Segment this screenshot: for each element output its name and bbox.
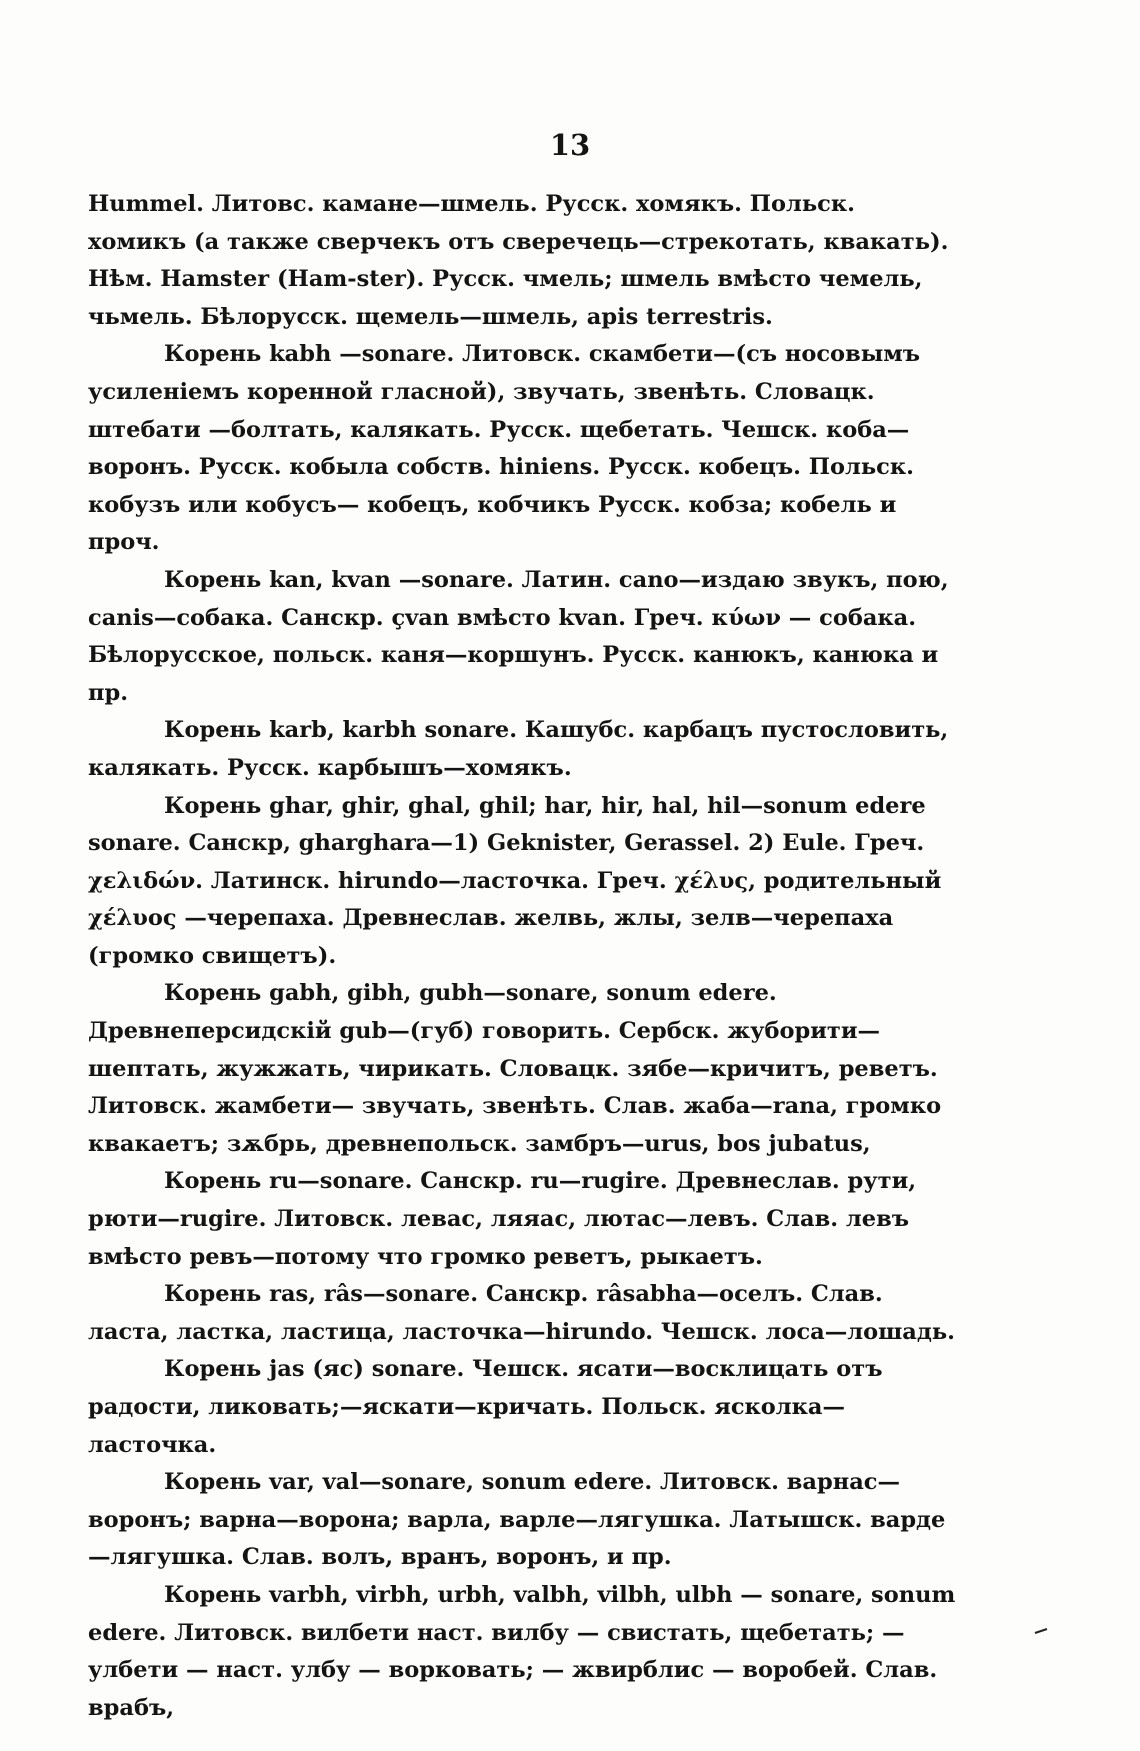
paragraph-root-ras: Корень ras, râs—sonare. Санскр. râsabha—оселъ. Слав. ласта, ластка, ластица, ласточка—hirundo. Чешск. лоса—лошадь. <box>88 1281 955 1345</box>
paragraph-root-karb: Корень karb, karbh sonare. Кашубс. карбацъ пустословить, калякать. Русск. карбышъ—хомякъ. <box>88 717 949 781</box>
paragraph-root-ghar: Корень ghar, ghir, ghal, ghil; har, hir, hal, hil—sonum edere sonare. Санскр, gharghara—1) Geknister, Gerassel. 2) Eule. Греч. χελιδών. Латинск. hirundo—ласточка. Греч. χέλυς, родительный χέλυος —черепаха. Древнеслав. желвь, жлы, зелв—черепаха (громко свищетъ). <box>88 792 942 969</box>
paragraph-root-kabh: Корень kabh —sonare. Литовск. скамбети—(съ носовымъ усиленіемъ коренной гласной), звучать, звенѣть. Словацк. штебати —болтать, калякать. Русск. щебетать. Чешск. коба—воронъ. Русск. кобыла собств. hiniens. Русск. кобецъ. Польск. кобузъ или кобусъ— кобецъ, кобчикъ Русск. кобза; кобель и проч. <box>88 341 921 556</box>
body-text <box>88 186 960 1727</box>
paragraph-root-kan: Корень kan, kvan —sonare. Латин. cano—издаю звукъ, пою, canis—собака. Санскр. çvan вмѣсто kvan. Греч. κύων — собака. Бѣлорусское, польск. каня—коршунъ. Русск. канюкъ, канюка и пр. <box>88 566 949 706</box>
page-number: 13 <box>549 128 591 162</box>
paragraph-root-gabh: Корень gabh, gibh, gubh—sonare, sonum edere. Древнеперсидскій gub—(губ) говорить. Сербск. жуборити—шептать, жужжать, чирикать. Словацк. зябе—кричитъ, реветъ. Литовск. жамбети— звучать, звенѣть. Слав. жаба—rana, громко квакаетъ; зѫбрь, древнепольск. замбръ—urus, bos jubatus, <box>88 980 942 1157</box>
paragraph-hummel: Hummel. Литовс. камане—шмель. Русск. хомякъ. Польск. хомикъ (а также сверчекъ отъ сверечець—стрекотать, квакать). Нѣм. Hamster (Ham-ster). Русск. чмель; шмель вмѣсто чемель, чьмель. Бѣлорусск. щемель—шмель, apis terrestris. <box>88 191 949 330</box>
paragraph-root-var: Корень var, val—sonare, sonum edere. Литовск. варнас— воронъ; варна—ворона; варла, варле—лягушка. Латышск. варде —лягушка. Слав. волъ, вранъ, воронъ, и пр. <box>88 1469 946 1571</box>
paragraph-root-ru: Корень ru—sonare. Санскр. ru—rugire. Древнеслав. рути, рюти—rugire. Литовск. левас, ляяас, лютас—левъ. Слав. левъ вмѣсто ревъ—потому что громко реветъ, рыкаетъ. <box>88 1168 917 1270</box>
paragraph-root-varbh: Корень varbh, virbh, urbh, valbh, vilbh, ulbh — sonare, sonum edere. Литовск. вилбети наст. вилбу — свистать, щебетать; — улбети — наст. улбу — ворковать; — жвирблис — воробей. Слав. врабъ, <box>88 1581 956 1721</box>
ink-mark-icon <box>1034 1628 1048 1634</box>
paragraph-root-jas: Корень jas (яс) sonare. Чешск. ясати—восклицать отъ радости, ликовать;—яскати—кричать. Польск. ясколка—ласточка. <box>88 1356 883 1458</box>
